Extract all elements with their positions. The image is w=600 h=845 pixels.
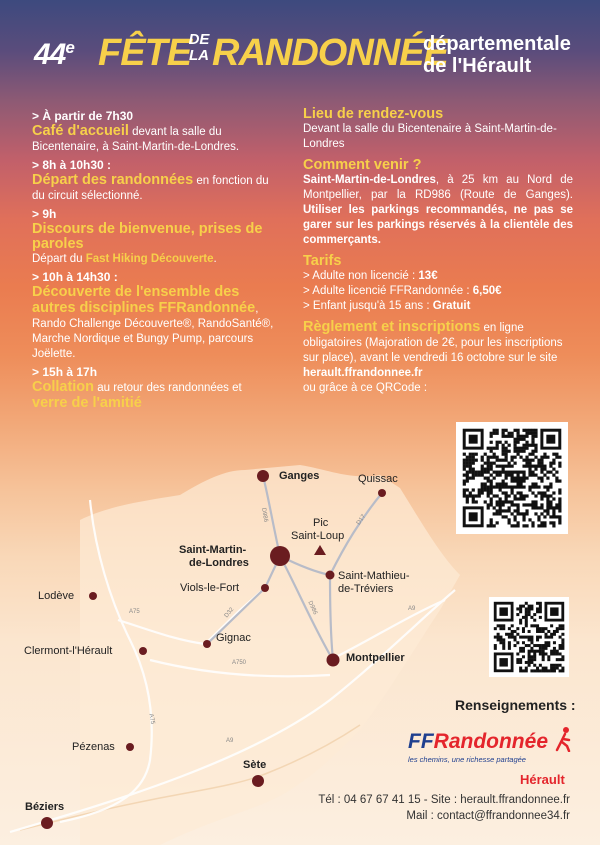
map-label-pezenas: Pézenas [72,741,115,753]
map-label-saint-martin-2: de-Londres [189,557,249,569]
map-label-beziers: Béziers [25,801,65,813]
map-label-lodeve: Lodève [38,590,75,602]
tarif-item: > Adulte non licencié : 13€ [303,270,438,282]
map-label-clermont: Clermont-l'Hérault [24,645,113,657]
rdv-heading: Lieu de rendez-vous [303,106,444,122]
road-label-a75-1: A75 [129,609,140,615]
map-label-gignac: Gignac [216,632,251,644]
program-item: > À partir de 7h30 Café d'accueil devant la salle du Bicentenaire, à Saint-Martin-de-Londres. [32,109,240,153]
rdv-text: Devant la salle du Bicentenaire à Saint-Martin-de-Londres [303,123,557,150]
title-departementale: départementale de l'Hérault [423,33,571,77]
phone-site-line[interactable]: Tél : 04 67 67 41 15 - Site : herault.ffrandonnee.fr [318,794,570,806]
title-word-randonnee: RANDONNÉE [212,32,448,74]
mail-line[interactable]: Mail : contact@ffrandonnee34.fr [406,810,570,822]
ffrandonnee-logo: FFRandonnée [408,726,574,754]
site-link[interactable]: herault.ffrandonnee.fr [303,367,423,379]
road-label-a9-2: A9 [226,738,234,744]
program-item: > 15h à 17h Collation au retour des randonnées et verre de l'amitié [32,365,242,411]
info-heading: Renseignements : [455,697,576,713]
access-heading: Comment venir ? [303,157,422,173]
qrcode-info[interactable] [489,597,569,677]
road-label-d32: D32 [223,606,236,620]
edition-number: 44e [34,38,74,71]
reglement-text: Règlement et inscriptions en ligne obligatoires (Majoration de 2€, pour les inscriptions sur place), avant le vendredi 16 octobre sur le site herault.ffrandonnee.fr [303,319,563,379]
map-label-st-mathieu-1: Saint-Mathieu- [338,570,410,582]
map-label-saint-loup: Saint-Loup [291,530,345,542]
hiker-icon [554,726,574,752]
tarifs-heading: Tarifs [303,253,342,269]
qrcode-registration[interactable] [456,422,568,534]
map-label-montpellier: Montpellier [346,652,405,664]
map-label-st-mathieu-2: de-Tréviers [338,583,394,595]
map-label-sete: Sète [243,759,267,771]
map-label-pic: Pic [313,517,329,529]
road-label-a75-2: A75 [147,713,156,725]
contact-info [318,792,570,824]
map-label-quissac: Quissac [358,473,398,485]
program-column [32,106,280,414]
road-label-d986-n: D986 [259,507,269,523]
access-text: Saint-Martin-de-Londres, à 25 km au Nord de Montpellier, par la RD986 (Route de Ganges). Utiliser les parkings recommandés, ne pas se garer sur les parkings réservés à la clientèle des commerçants. [303,174,573,246]
road-label-d17: D17 [355,513,368,527]
map-label-saint-martin-1: Saint-Martin- [179,544,247,556]
event-title [0,14,600,84]
info-column [303,107,573,396]
tarif-item: > Enfant jusqu'à 15 ans : Gratuit [303,300,471,312]
committee-region: Hérault [520,772,565,787]
brand-slogan: les chemins, une richesse partagée [408,755,526,764]
road-label-a9-1: A9 [408,606,416,612]
qrcode-caption: ou grâce à ce QRCode : [303,382,428,394]
title-de-la: DE LA [188,31,210,64]
map-label-ganges: Ganges [279,470,320,482]
title-word-fete: FÊTE [98,32,192,74]
map-label-viols-le-fort: Viols-le-Fort [180,582,240,594]
program-item: > 9h Discours de bienvenue, prises de paroles Départ du Fast Hiking Découverte. [32,207,263,265]
road-label-a750: A750 [232,660,247,666]
road-label-d986-s: D986 [306,600,318,616]
program-item: > 10h à 14h30 : Découverte de l'ensemble des autres disciplines FFRandonnée, Rando Challenge Découverte®, RandoSanté®, Marche Nordique et Bungy Pump, parcours Joëlette. [32,270,274,360]
tarif-item: > Adulte licencié FFRandonnée : 6,50€ [303,285,502,297]
program-item: > 8h à 10h30 : Départ des randonnées en fonction du du circuit sélectionné. [32,158,269,202]
